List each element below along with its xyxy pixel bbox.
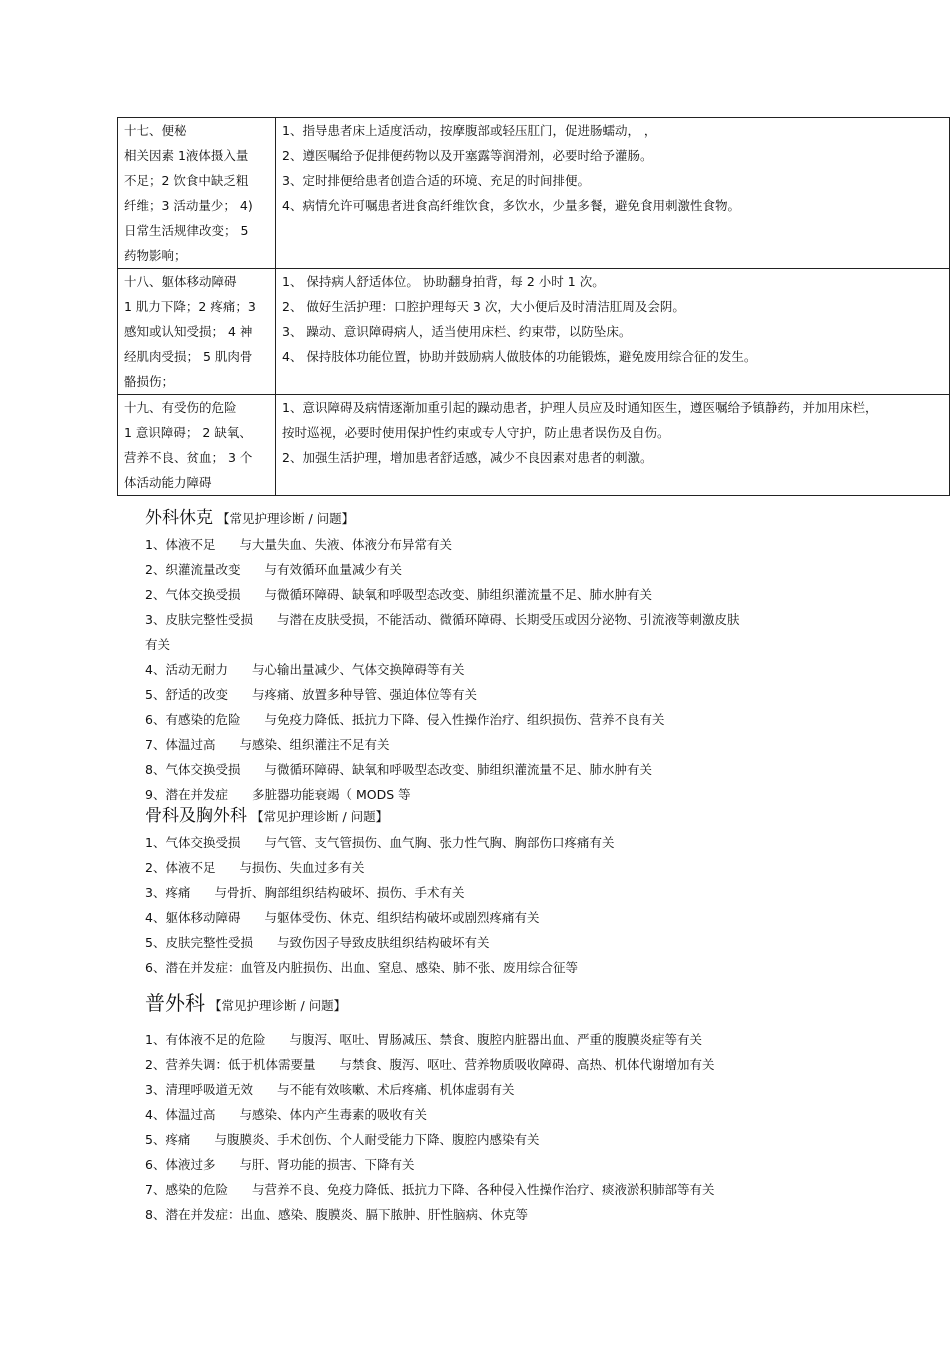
diagnosis-item bbox=[145, 1077, 925, 1102]
diagnosis-name: 4、体温过高 bbox=[145, 1107, 216, 1122]
measure-line bbox=[282, 470, 943, 495]
diagnosis-line: 经肌肉受损； 5 肌肉骨 bbox=[124, 349, 253, 364]
section-title-sub: 【常见护理诊断 / 问题】 bbox=[213, 511, 355, 526]
diagnosis-cause: 与心输出量减少、气体交换障碍等有关 bbox=[251, 662, 465, 677]
diagnosis-item bbox=[145, 557, 925, 582]
ortho-section bbox=[145, 803, 925, 980]
diagnosis-name: 7、体温过高 bbox=[145, 737, 216, 752]
diagnosis-name: 2、气体交换受损 bbox=[145, 587, 241, 602]
diagnosis-name: 2、织灌流量改变 bbox=[145, 562, 241, 577]
diagnosis-name: 1、体液不足 bbox=[145, 537, 216, 552]
diagnosis-cause: 与气管、支气管损伤、血气胸、张力性气胸、胸部伤口疼痛有关 bbox=[264, 835, 615, 850]
diagnosis-cause: 与肝、肾功能的损害、下降有关 bbox=[239, 1157, 415, 1172]
diagnosis-item bbox=[145, 607, 925, 632]
diagnosis-cell bbox=[118, 118, 276, 269]
diagnosis-item bbox=[145, 880, 925, 905]
measure-line: 4、病情允许可嘱患者进食高纤维饮食，多饮水，少量多餐，避免食用刺激性食物。 bbox=[282, 198, 740, 213]
nursing-care-table bbox=[117, 117, 950, 496]
diagnosis-name: 3、皮肤完整性受损 bbox=[145, 612, 253, 627]
diagnosis-item bbox=[145, 532, 925, 557]
measure-line bbox=[282, 243, 943, 268]
diagnosis-cause: 与腹泻、呕吐、胃肠减压、禁食、腹腔内脏器出血、严重的腹膜炎症等有关 bbox=[289, 1032, 702, 1047]
section-title bbox=[145, 505, 925, 532]
diagnosis-item bbox=[145, 1152, 925, 1177]
diagnosis-item bbox=[145, 757, 925, 782]
measure-line: 1、指导患者床上适度活动，按摩腹部或轻压肛门，促进肠蠕动， ， bbox=[282, 123, 657, 138]
section-title-sub: 【常见护理诊断 / 问题】 bbox=[205, 998, 347, 1013]
diagnosis-item bbox=[145, 632, 925, 657]
measure-line: 4、 保持肢体功能位置，协助并鼓励病人做肢体的功能锻炼，避免废用综合征的发生。 bbox=[282, 349, 757, 364]
diagnosis-name: 6、有感染的危险 bbox=[145, 712, 241, 727]
diagnosis-list bbox=[145, 830, 925, 980]
diagnosis-line: 1 意识障碍； 2 缺氧、 bbox=[124, 425, 252, 440]
diagnosis-name: 9、潜在并发症 bbox=[145, 787, 228, 802]
diagnosis-line: 十九、有受伤的危险 bbox=[124, 400, 237, 415]
diagnosis-line: 感知或认知受损； 4 神 bbox=[124, 324, 253, 339]
diagnosis-cause: 多脏器功能衰竭（ MODS 等 bbox=[251, 787, 411, 802]
diagnosis-name: 5、皮肤完整性受损 bbox=[145, 935, 253, 950]
diagnosis-line: 体活动能力障碍 bbox=[124, 475, 212, 490]
diagnosis-item bbox=[145, 905, 925, 930]
measures-cell bbox=[276, 395, 950, 496]
shock-section bbox=[145, 505, 925, 807]
measure-line: 1、 保持病人舒适体位。 协助翻身拍背，每 2 小时 1 次。 bbox=[282, 274, 605, 289]
measures-cell bbox=[276, 269, 950, 395]
diagnosis-name: 6、潜在并发症：血管及内脏损伤、出血、窒息、感染、肺不张、废用综合征等 bbox=[145, 960, 578, 975]
diagnosis-line: 十八、躯体移动障碍 bbox=[124, 274, 237, 289]
diagnosis-cause: 与营养不良、免疫力降低、抵抗力下降、各种侵入性操作治疗、痰液淤积肺部等有关 bbox=[251, 1182, 715, 1197]
diagnosis-item bbox=[145, 1052, 925, 1077]
diagnosis-name: 8、气体交换受损 bbox=[145, 762, 241, 777]
diagnosis-item bbox=[145, 955, 925, 980]
measure-line: 2、加强生活护理，增加患者舒适感，减少不良因素对患者的刺激。 bbox=[282, 450, 653, 465]
diagnosis-line: 营养不良、贫血； 3 个 bbox=[124, 450, 253, 465]
diagnosis-cell bbox=[118, 395, 276, 496]
measure-line bbox=[282, 218, 943, 243]
diagnosis-item bbox=[145, 582, 925, 607]
diagnosis-cause: 与感染、体内产生毒素的吸收有关 bbox=[239, 1107, 427, 1122]
diagnosis-name: 1、气体交换受损 bbox=[145, 835, 241, 850]
measure-line: 2、 做好生活护理：口腔护理每天 3 次，大小便后及时清洁肛周及会阴。 bbox=[282, 299, 685, 314]
table-row bbox=[118, 395, 950, 496]
table-row bbox=[118, 118, 950, 269]
diagnosis-cause: 与微循环障碍、缺氧和呼吸型态改变、肺组织灌流量不足、肺水肿有关 bbox=[264, 587, 652, 602]
diagnosis-cause: 与潜在皮肤受损，不能活动、微循环障碍、长期受压或因分泌物、引流液等刺激皮肤 bbox=[276, 612, 740, 627]
measure-line: 1、意识障碍及病情逐渐加重引起的躁动患者，护理人员应及时通知医生，遵医嘱给予镇静药，并加用床栏， bbox=[282, 400, 878, 415]
section-title-main: 骨科及胸外科 bbox=[145, 806, 247, 826]
diagnosis-line: 1 肌力下降；2 疼痛；3 bbox=[124, 299, 256, 314]
diagnosis-name: 6、体液过多 bbox=[145, 1157, 216, 1172]
diagnosis-cell bbox=[118, 269, 276, 395]
measure-line: 按时巡视，必要时使用保护性约束或专人守护，防止患者误伤及自伤。 bbox=[282, 425, 670, 440]
measures-cell bbox=[276, 118, 950, 269]
diagnosis-cause: 与骨折、胸部组织结构破坏、损伤、手术有关 bbox=[214, 885, 465, 900]
diagnosis-line: 纤维；3 活动量少； 4) bbox=[124, 198, 253, 213]
diagnosis-name: 2、体液不足 bbox=[145, 860, 216, 875]
diagnosis-item bbox=[145, 855, 925, 880]
section-title-main: 普外科 bbox=[145, 991, 205, 1015]
measure-line: 3、 躁动、意识障碍病人，适当使用床栏、约束带，以防坠床。 bbox=[282, 324, 632, 339]
diagnosis-name: 5、疼痛 bbox=[145, 1132, 191, 1147]
diagnosis-line: 十七、便秘 bbox=[124, 123, 187, 138]
diagnosis-name: 5、舒适的改变 bbox=[145, 687, 228, 702]
diagnosis-item bbox=[145, 1027, 925, 1052]
diagnosis-cause: 与有效循环血量减少有关 bbox=[264, 562, 402, 577]
diagnosis-cause: 与微循环障碍、缺氧和呼吸型态改变、肺组织灌流量不足、肺水肿有关 bbox=[264, 762, 652, 777]
diagnosis-cause: 与感染、组织灌注不足有关 bbox=[239, 737, 390, 752]
diagnosis-name: 8、潜在并发症：出血、感染、腹膜炎、膈下脓肿、肝性脑病、休克等 bbox=[145, 1207, 528, 1222]
diagnosis-item bbox=[145, 657, 925, 682]
diagnosis-cause: 与不能有效咳嗽、术后疼痛、机体虚弱有关 bbox=[276, 1082, 515, 1097]
diagnosis-item bbox=[145, 707, 925, 732]
diagnosis-item bbox=[145, 1202, 925, 1227]
diagnosis-item bbox=[145, 1127, 925, 1152]
diagnosis-cause: 与致伤因子导致皮肤组织结构破坏有关 bbox=[276, 935, 490, 950]
diagnosis-name: 1、有体液不足的危险 bbox=[145, 1032, 266, 1047]
diagnosis-cause: 与损伤、失血过多有关 bbox=[239, 860, 365, 875]
diagnosis-name: 3、疼痛 bbox=[145, 885, 191, 900]
section-title bbox=[145, 988, 925, 1021]
diagnosis-line: 不足；2 饮食中缺乏粗 bbox=[124, 173, 249, 188]
diagnosis-cause: 与免疫力降低、抵抗力下降、侵入性操作治疗、组织损伤、营养不良有关 bbox=[264, 712, 665, 727]
diagnosis-line: 相关因素 1液体摄入量 bbox=[124, 148, 249, 163]
section-title-main: 外科休克 bbox=[145, 508, 213, 528]
diagnosis-cause: 与腹膜炎、手术创伤、个人耐受能力下降、腹腔内感染有关 bbox=[214, 1132, 540, 1147]
diagnosis-cause: 与疼痛、放置多种导管、强迫体位等有关 bbox=[251, 687, 477, 702]
diagnosis-item bbox=[145, 1102, 925, 1127]
diagnosis-name: 4、躯体移动障碍 bbox=[145, 910, 241, 925]
section-title-sub: 【常见护理诊断 / 问题】 bbox=[247, 809, 389, 824]
diagnosis-item bbox=[145, 930, 925, 955]
diagnosis-item bbox=[145, 1177, 925, 1202]
diagnosis-name: 4、活动无耐力 bbox=[145, 662, 228, 677]
diagnosis-name: 有关 bbox=[145, 637, 171, 652]
diagnosis-item bbox=[145, 682, 925, 707]
diagnosis-name: 2、营养失调：低于机体需要量 bbox=[145, 1057, 316, 1072]
diagnosis-item bbox=[145, 830, 925, 855]
diagnosis-cause: 与躯体受伤、休克、组织结构破坏或剧烈疼痛有关 bbox=[264, 910, 540, 925]
measure-line: 2、遵医嘱给予促排便药物以及开塞露等润滑剂，必要时给予灌肠。 bbox=[282, 148, 653, 163]
diagnosis-cause: 与禁食、腹泻、呕吐、营养物质吸收障碍、高热、机体代谢增加有关 bbox=[339, 1057, 715, 1072]
table-row bbox=[118, 269, 950, 395]
measure-line: 3、定时排便给患者创造合适的环境、充足的时间排便。 bbox=[282, 173, 590, 188]
diagnosis-name: 7、感染的危险 bbox=[145, 1182, 228, 1197]
diagnosis-cause: 与大量失血、失液、体液分布异常有关 bbox=[239, 537, 452, 552]
diagnosis-item bbox=[145, 732, 925, 757]
measure-line bbox=[282, 369, 943, 394]
diagnosis-line: 骼损伤； bbox=[124, 374, 175, 389]
diagnosis-line: 药物影响； bbox=[124, 248, 187, 263]
diagnosis-line: 日常生活规律改变； 5 bbox=[124, 223, 249, 238]
diagnosis-name: 3、清理呼吸道无效 bbox=[145, 1082, 253, 1097]
general-surgery-section bbox=[145, 988, 925, 1227]
diagnosis-list bbox=[145, 1027, 925, 1227]
section-title bbox=[145, 803, 925, 830]
diagnosis-list bbox=[145, 532, 925, 807]
